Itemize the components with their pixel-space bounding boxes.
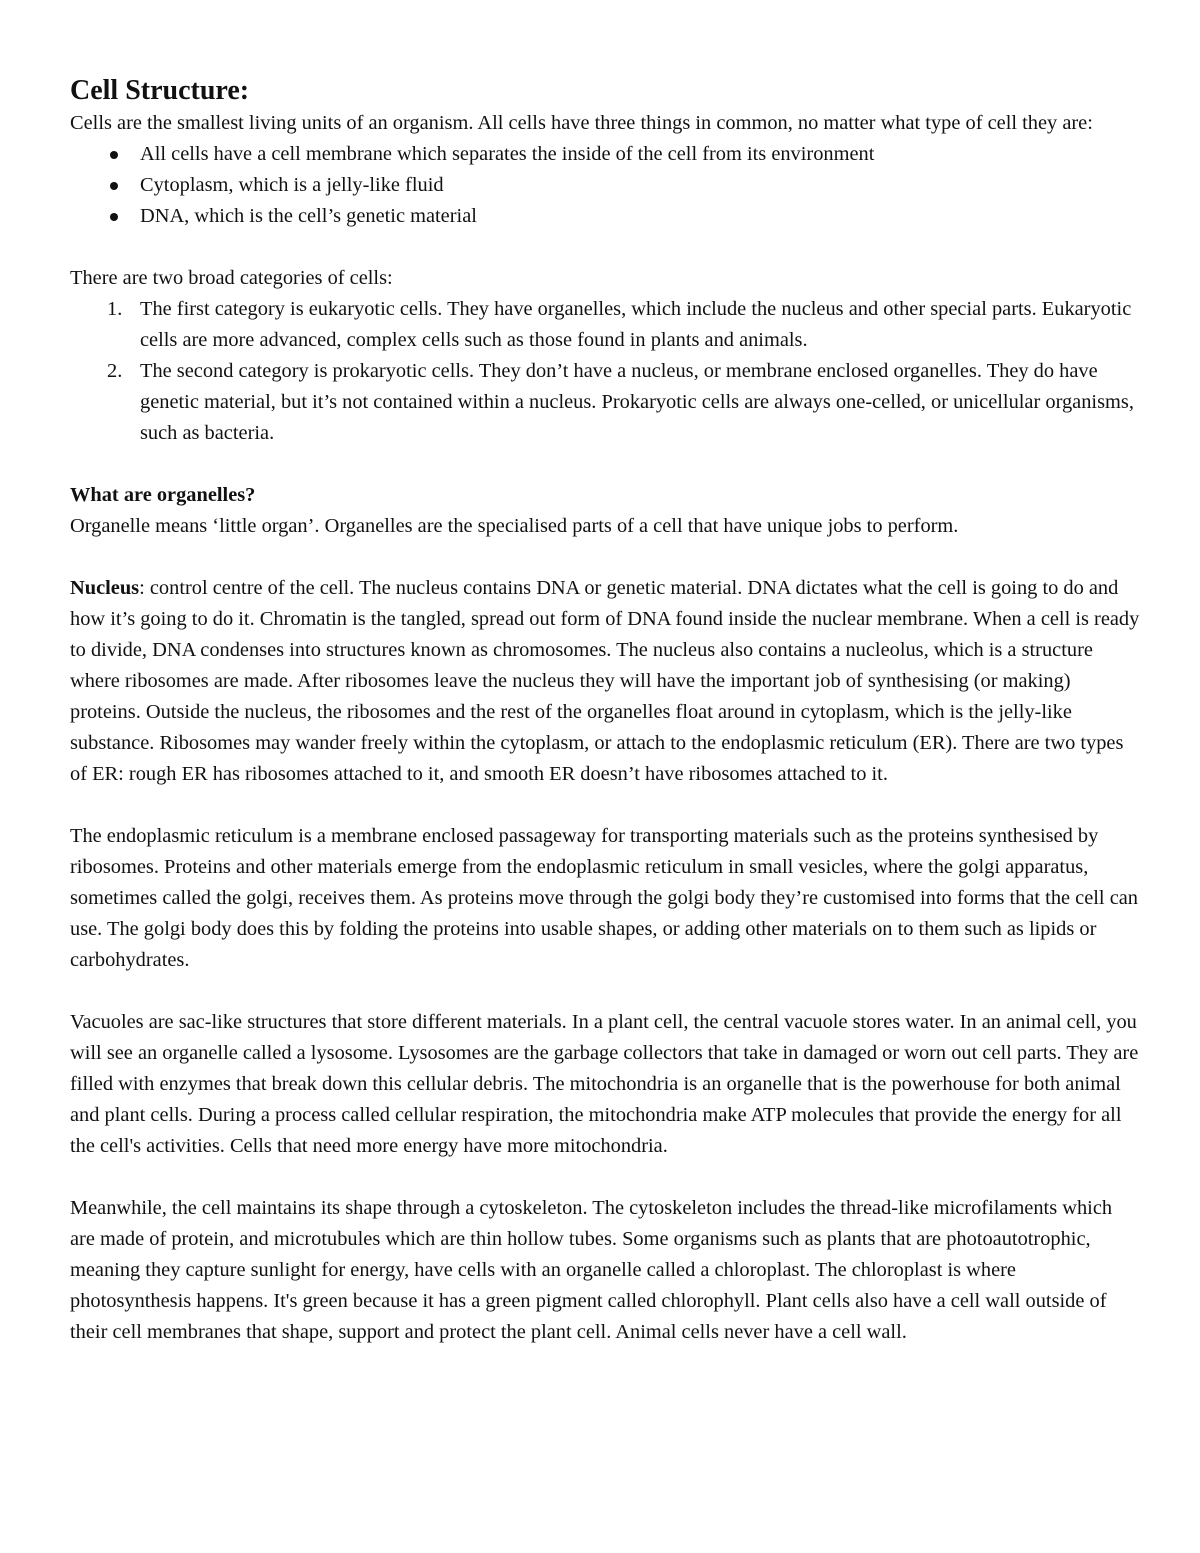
list-item — [107, 356, 1140, 449]
bullet-icon — [110, 213, 118, 221]
list-number: 1. — [107, 298, 123, 320]
nucleus-text: : control centre of the cell. The nucleus contains DNA or genetic material. DNA dictates what the cell is going to do and how it’s going to do it. Chromatin is the tangled, spread out form of DNA found inside the nuclear membrane. When a cell is ready to divide, DNA condenses into structures known as chromosomes. The nucleus also contains a nucleolus, which is a structure where ribosomes are made. After ribosomes leave the nucleus they will have the important job of synthesising (or making) proteins. Outside the nucleus, the ribosomes and the rest of the organelles float around in cytoplasm, which is the jelly-like substance. Ribosomes may wander freely within the cytoplasm, or attach to the endoplasmic reticulum (ER). There are two types of ER: rough ER has ribosomes attached to it, and smooth ER doesn’t have ribosomes attached to it. — [70, 577, 1140, 785]
bullet-icon — [110, 151, 118, 159]
list-item — [140, 170, 1140, 201]
spacer — [70, 232, 1140, 263]
categories-list — [70, 294, 1140, 449]
organelles-definition: Organelle means ‘little organ’. Organelles are the specialised parts of a cell that have unique jobs to perform. — [70, 515, 959, 537]
list-item-text: The second category is prokaryotic cells. They don’t have a nucleus, or membrane enclosed organelles. They do have genetic material, but it’s not contained within a nucleus. Prokaryotic cells are always one-celled, or unicellular organisms, such as bacteria. — [140, 360, 1134, 444]
list-item — [140, 201, 1140, 232]
list-item-text: DNA, which is the cell’s genetic material — [140, 205, 477, 227]
nucleus-term: Nucleus — [70, 577, 140, 599]
vacuoles-paragraph: Vacuoles are sac-like structures that store different materials. In a plant cell, the central vacuole stores water. In an animal cell, you will see an organelle called a lysosome. Lysosomes are the garbage collectors that take in damaged or worn out cell parts. They are filled with enzymes that break down this cellular debris. The mitochondria is an organelle that is the powerhouse for both animal and plant cells. During a process called cellular respiration, the mitochondria make ATP molecules that provide the energy for all the cell's activities. Cells that need more energy have more mitochondria. — [70, 1011, 1139, 1157]
nucleus-paragraph — [70, 573, 1140, 790]
list-item — [140, 139, 1140, 170]
common-features-list — [70, 139, 1140, 232]
spacer — [70, 1162, 1140, 1193]
bullet-icon — [110, 182, 118, 190]
page-title: Cell Structure: — [70, 75, 250, 106]
spacer — [70, 542, 1140, 573]
list-item-text: All cells have a cell membrane which separates the inside of the cell from its environment — [140, 143, 875, 165]
list-item-text: The first category is eukaryotic cells. They have organelles, which include the nucleus and other special parts. Eukaryotic cells are more advanced, complex cells such as those found in plants and animals. — [140, 298, 1132, 351]
categories-intro: There are two broad categories of cells: — [70, 267, 393, 289]
spacer — [70, 790, 1140, 821]
er-paragraph: The endoplasmic reticulum is a membrane enclosed passageway for transporting materials such as the proteins synthesised by ribosomes. Proteins and other materials emerge from the endoplasmic reticulum in small vesicles, where the golgi apparatus, sometimes called the golgi, receives them. As proteins move through the golgi body they’re customised into forms that the cell can use. The golgi body does this by folding the proteins into usable shapes, or adding other materials on to them such as lipids or carbohydrates. — [70, 825, 1138, 971]
document-page — [70, 74, 1140, 1348]
spacer — [70, 449, 1140, 480]
list-number: 2. — [107, 360, 123, 382]
intro-paragraph: Cells are the smallest living units of an organism. All cells have three things in common, no matter what type of cell they are: — [70, 112, 1093, 134]
list-item-text: Cytoplasm, which is a jelly-like fluid — [140, 174, 444, 196]
list-item — [107, 294, 1140, 356]
cytoskeleton-paragraph: Meanwhile, the cell maintains its shape through a cytoskeleton. The cytoskeleton includes the thread-like microfilaments which are made of protein, and microtubules which are thin hollow tubes. Some organisms such as plants that are photoautotrophic, meaning they capture sunlight for energy, have cells with an organelle called a chloroplast. The chloroplast is where photosynthesis happens. It's green because it has a green pigment called chlorophyll. Plant cells also have a cell wall outside of their cell membranes that shape, support and protect the plant cell. Animal cells never have a cell wall. — [70, 1197, 1113, 1343]
organelles-heading: What are organelles? — [70, 484, 256, 506]
spacer — [70, 976, 1140, 1007]
